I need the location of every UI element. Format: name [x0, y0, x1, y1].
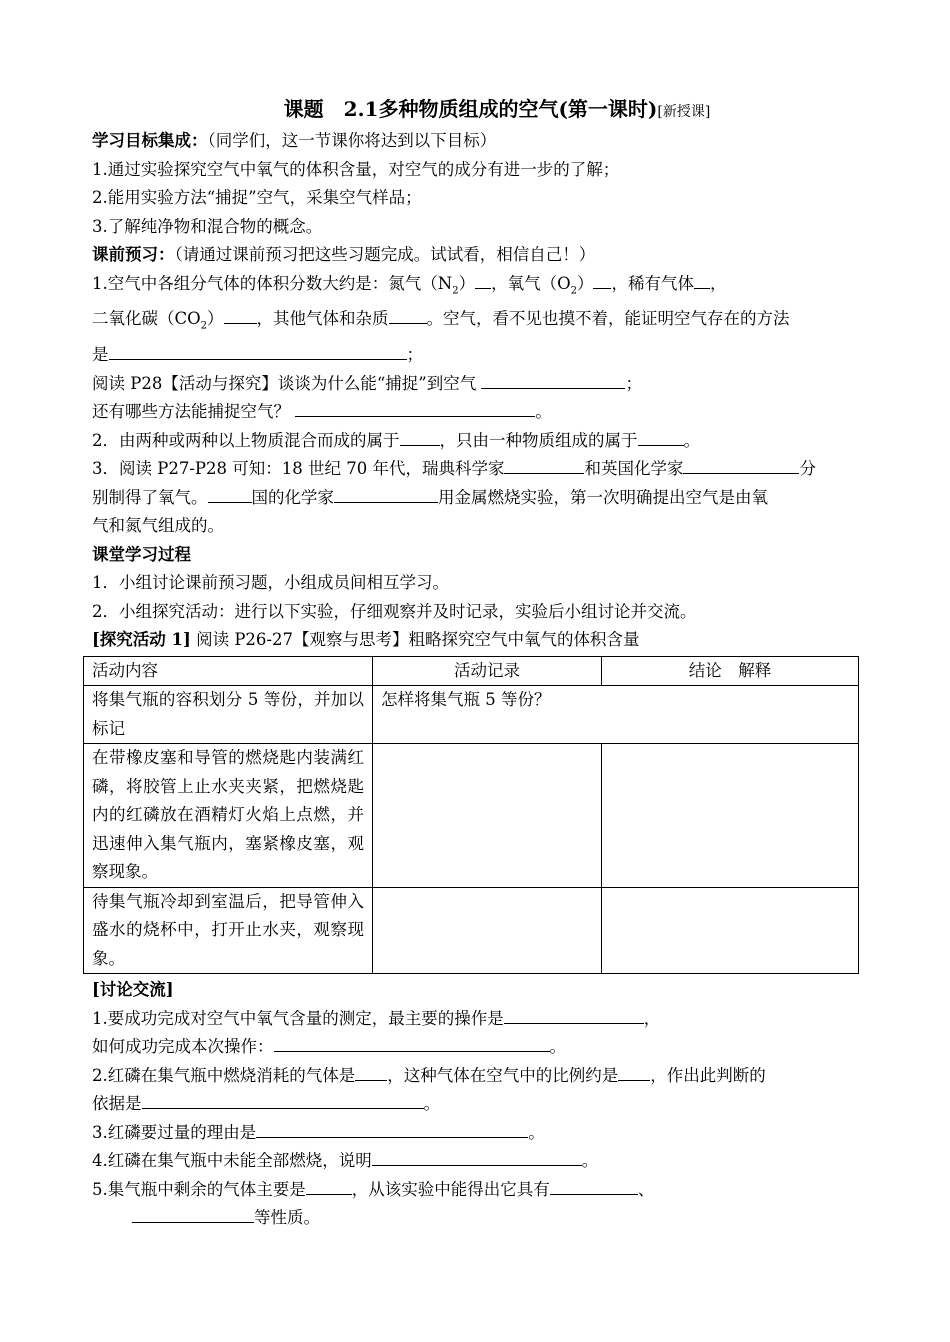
goal-item: 1.通过实验探究空气中氧气的体积含量，对空气的成分有进一步的了解；	[92, 159, 620, 179]
discussion-q5-line1	[92, 1176, 862, 1205]
q2-text: ，只由一种物质组成的属于	[439, 430, 638, 450]
preview-q1-line1	[92, 270, 862, 306]
q1-text: ）	[207, 309, 224, 329]
blank-capture-reason[interactable]	[481, 371, 625, 389]
goals-heading-line	[92, 127, 862, 156]
d5-text: ，从该实验中能得出它具有	[351, 1179, 550, 1199]
discussion-q1-line1	[92, 1005, 862, 1034]
blank-remaining-gas[interactable]	[306, 1177, 352, 1195]
goals-note: （同学们，这一节课你将达到以下目标）	[207, 131, 497, 150]
preview-q3-line2	[92, 484, 862, 513]
preview-read2	[92, 398, 862, 427]
table-cell-conclusion[interactable]	[602, 744, 859, 888]
q3-text: 3．阅读 P27-P28 可知：18 世纪 70 年代，瑞典科学家	[92, 459, 505, 479]
q2-text: 2．由两种或两种以上物质混合而成的属于	[92, 430, 400, 450]
q1-sub: 2	[570, 284, 577, 296]
d2-text: ，这种气体在空气中的比例约是	[387, 1065, 619, 1085]
q2-text: 。	[683, 430, 700, 450]
blank-air-proof[interactable]	[109, 342, 407, 360]
preview-q3-line1	[92, 455, 862, 484]
q1-text: 是	[92, 345, 109, 365]
q1-sub: 2	[200, 320, 208, 332]
preview-q1-line2	[92, 305, 862, 341]
blank-excess-reason[interactable]	[256, 1120, 528, 1138]
blank-property-2[interactable]	[132, 1205, 254, 1223]
preview-q2	[92, 427, 862, 456]
table-row	[84, 686, 859, 744]
q1-text: 。空气，看不见也摸不着，能证明空气存在的方法	[426, 309, 790, 329]
blank-property-1[interactable]	[550, 1177, 638, 1195]
goals-heading: 学习目标集成：	[92, 131, 208, 150]
table-header: 活动记录	[373, 656, 602, 686]
blank-main-operation[interactable]	[504, 1006, 644, 1024]
goal-item: 3.了解纯净物和混合物的概念。	[92, 216, 323, 236]
d1-text: 1.要成功完成对空气中氧气含量的测定，最主要的操作是	[92, 1008, 504, 1028]
q3-text: 分	[799, 459, 816, 479]
activity-tag: [探究活动 1]	[92, 630, 191, 650]
activity-text: 阅读 P26-27【观察与思考】粗略探究空气中氧气的体积含量	[190, 630, 640, 650]
table-cell-content: 在带橡皮塞和导管的燃烧匙内装满红磷，将胶管上止水夹夹紧，把燃烧匙内的红磷放在酒精灯火焰上点燃，并迅速伸入集气瓶内，塞紧橡皮塞，观察现象。	[84, 744, 373, 888]
discussion-q2-line1	[92, 1062, 862, 1091]
blank-noble-gas[interactable]	[694, 271, 710, 289]
blank-other-gases[interactable]	[389, 306, 427, 324]
preview-heading-line	[92, 241, 862, 270]
q1-text: 1.空气中各组分气体的体积分数大约是：氮气（N	[92, 273, 453, 293]
d3-text: 。	[528, 1122, 545, 1142]
table-header: 活动内容	[84, 656, 373, 686]
blank-gas-ratio[interactable]	[618, 1063, 650, 1081]
table-cell-content: 将集气瓶的容积划分 5 等份，并加以标记	[84, 686, 373, 744]
d1-text: 。	[549, 1037, 566, 1057]
q1-text: ，	[709, 273, 727, 293]
blank-how-to-succeed[interactable]	[274, 1034, 550, 1052]
blank-nitrogen[interactable]	[475, 271, 491, 289]
blank-capture-methods[interactable]	[295, 399, 535, 417]
table-header-row	[84, 656, 859, 686]
read2-text: 还有哪些方法能捕捉空气？	[92, 402, 296, 422]
d2-text: 2.红磷在集气瓶中燃烧消耗的气体是	[92, 1065, 356, 1085]
d4-text: 。	[581, 1151, 599, 1171]
table-row	[84, 887, 859, 974]
table-cell-content: 待集气瓶冷却到室温后，把导管伸入盛水的烧杯中，打开止水夹，观察现象。	[84, 887, 373, 974]
q1-text: 二氧化碳（CO	[92, 309, 201, 329]
table-cell-record[interactable]	[373, 887, 602, 974]
worksheet-page	[92, 94, 862, 1233]
classroom-item: 2．小组探究活动：进行以下实验，仔细观察并及时记录，实验后小组讨论并交流。	[92, 601, 697, 621]
discussion-q3	[92, 1119, 862, 1148]
preview-q1-line3	[92, 341, 862, 370]
blank-basis[interactable]	[142, 1091, 424, 1109]
blank-co2[interactable]	[224, 306, 257, 324]
d2-text: 依据是	[92, 1094, 142, 1114]
d1-text: ，	[643, 1008, 661, 1028]
d5-text: 5.集气瓶中剩余的气体主要是	[92, 1179, 306, 1199]
q3-text: 用金属燃烧实验，第一次明确提出空气是由氧	[438, 487, 768, 507]
preview-note: （请通过课前预习把这些习题完成。试试看，相信自己！）	[174, 245, 596, 264]
lesson-type-tag: [新授课]	[657, 104, 711, 120]
d5-text: 、	[637, 1179, 655, 1199]
preview-read1	[92, 370, 862, 399]
q1-text: ，其他气体和杂质	[256, 309, 389, 329]
d1-text: 如何成功完成本次操作：	[92, 1037, 274, 1057]
q3-text: 国的化学家	[251, 487, 334, 507]
q1-text: ）	[576, 273, 594, 293]
blank-incomplete-burning[interactable]	[372, 1148, 582, 1166]
q1-text: ，氧气（O	[491, 273, 571, 293]
activity-line	[92, 626, 862, 655]
discussion-q2-line2	[92, 1090, 862, 1119]
read1-text: 阅读 P28【活动与探究】谈谈为什么能“捕捉”到空气	[92, 373, 482, 393]
q1-text: ）	[458, 273, 476, 293]
d4-text: 4.红磷在集气瓶中未能全部燃烧，说明	[92, 1151, 372, 1171]
d5-text: 等性质。	[254, 1208, 320, 1228]
table-header: 结论 解释	[602, 656, 859, 686]
discussion-heading: [讨论交流]	[92, 980, 174, 1000]
blank-english-chemist[interactable]	[683, 456, 799, 474]
blank-chemist[interactable]	[334, 485, 438, 503]
discussion-q5-line2	[92, 1204, 862, 1233]
discussion-q4	[92, 1147, 862, 1176]
q1-text: ，稀有气体	[611, 273, 694, 293]
blank-pure-substance[interactable]	[638, 428, 684, 446]
blank-mixture[interactable]	[400, 428, 440, 446]
d2-text: ，作出此判断的	[650, 1065, 766, 1085]
goal-item: 2.能用实验方法“捕捉”空气，采集空气样品；	[92, 188, 422, 207]
d2-text: 。	[423, 1094, 440, 1114]
table-cell-record[interactable]	[373, 744, 602, 888]
title-main: 课题 2.1多种物质组成的空气(第一课时)	[283, 97, 658, 121]
preview-q3-line3: 气和氮气组成的。	[92, 516, 224, 536]
classroom-item: 1．小组讨论课前预习题，小组成员间相互学习。	[92, 573, 449, 593]
classroom-heading: 课堂学习过程	[92, 544, 191, 564]
blank-country[interactable]	[208, 485, 252, 503]
table-cell-record[interactable]: 怎样将集气瓶 5 等份？	[373, 686, 859, 744]
q1-sub: 2	[452, 284, 459, 296]
read1-text: ；	[625, 373, 642, 393]
q3-text: 和英国化学家	[584, 459, 684, 479]
read2-text: 。	[535, 402, 552, 422]
preview-heading: 课前预习：	[92, 245, 175, 264]
d3-text: 3.红磷要过量的理由是	[92, 1122, 257, 1142]
blank-consumed-gas[interactable]	[355, 1063, 387, 1081]
blank-oxygen[interactable]	[593, 271, 611, 289]
table-row	[84, 744, 859, 888]
discussion-q1-line2	[92, 1033, 862, 1062]
blank-swedish-scientist[interactable]	[504, 456, 584, 474]
q3-text: 别制得了氧气。	[92, 487, 208, 507]
activity-table	[83, 656, 859, 975]
q1-text: ；	[406, 345, 423, 365]
page-title	[92, 94, 862, 127]
table-cell-conclusion[interactable]	[602, 887, 859, 974]
